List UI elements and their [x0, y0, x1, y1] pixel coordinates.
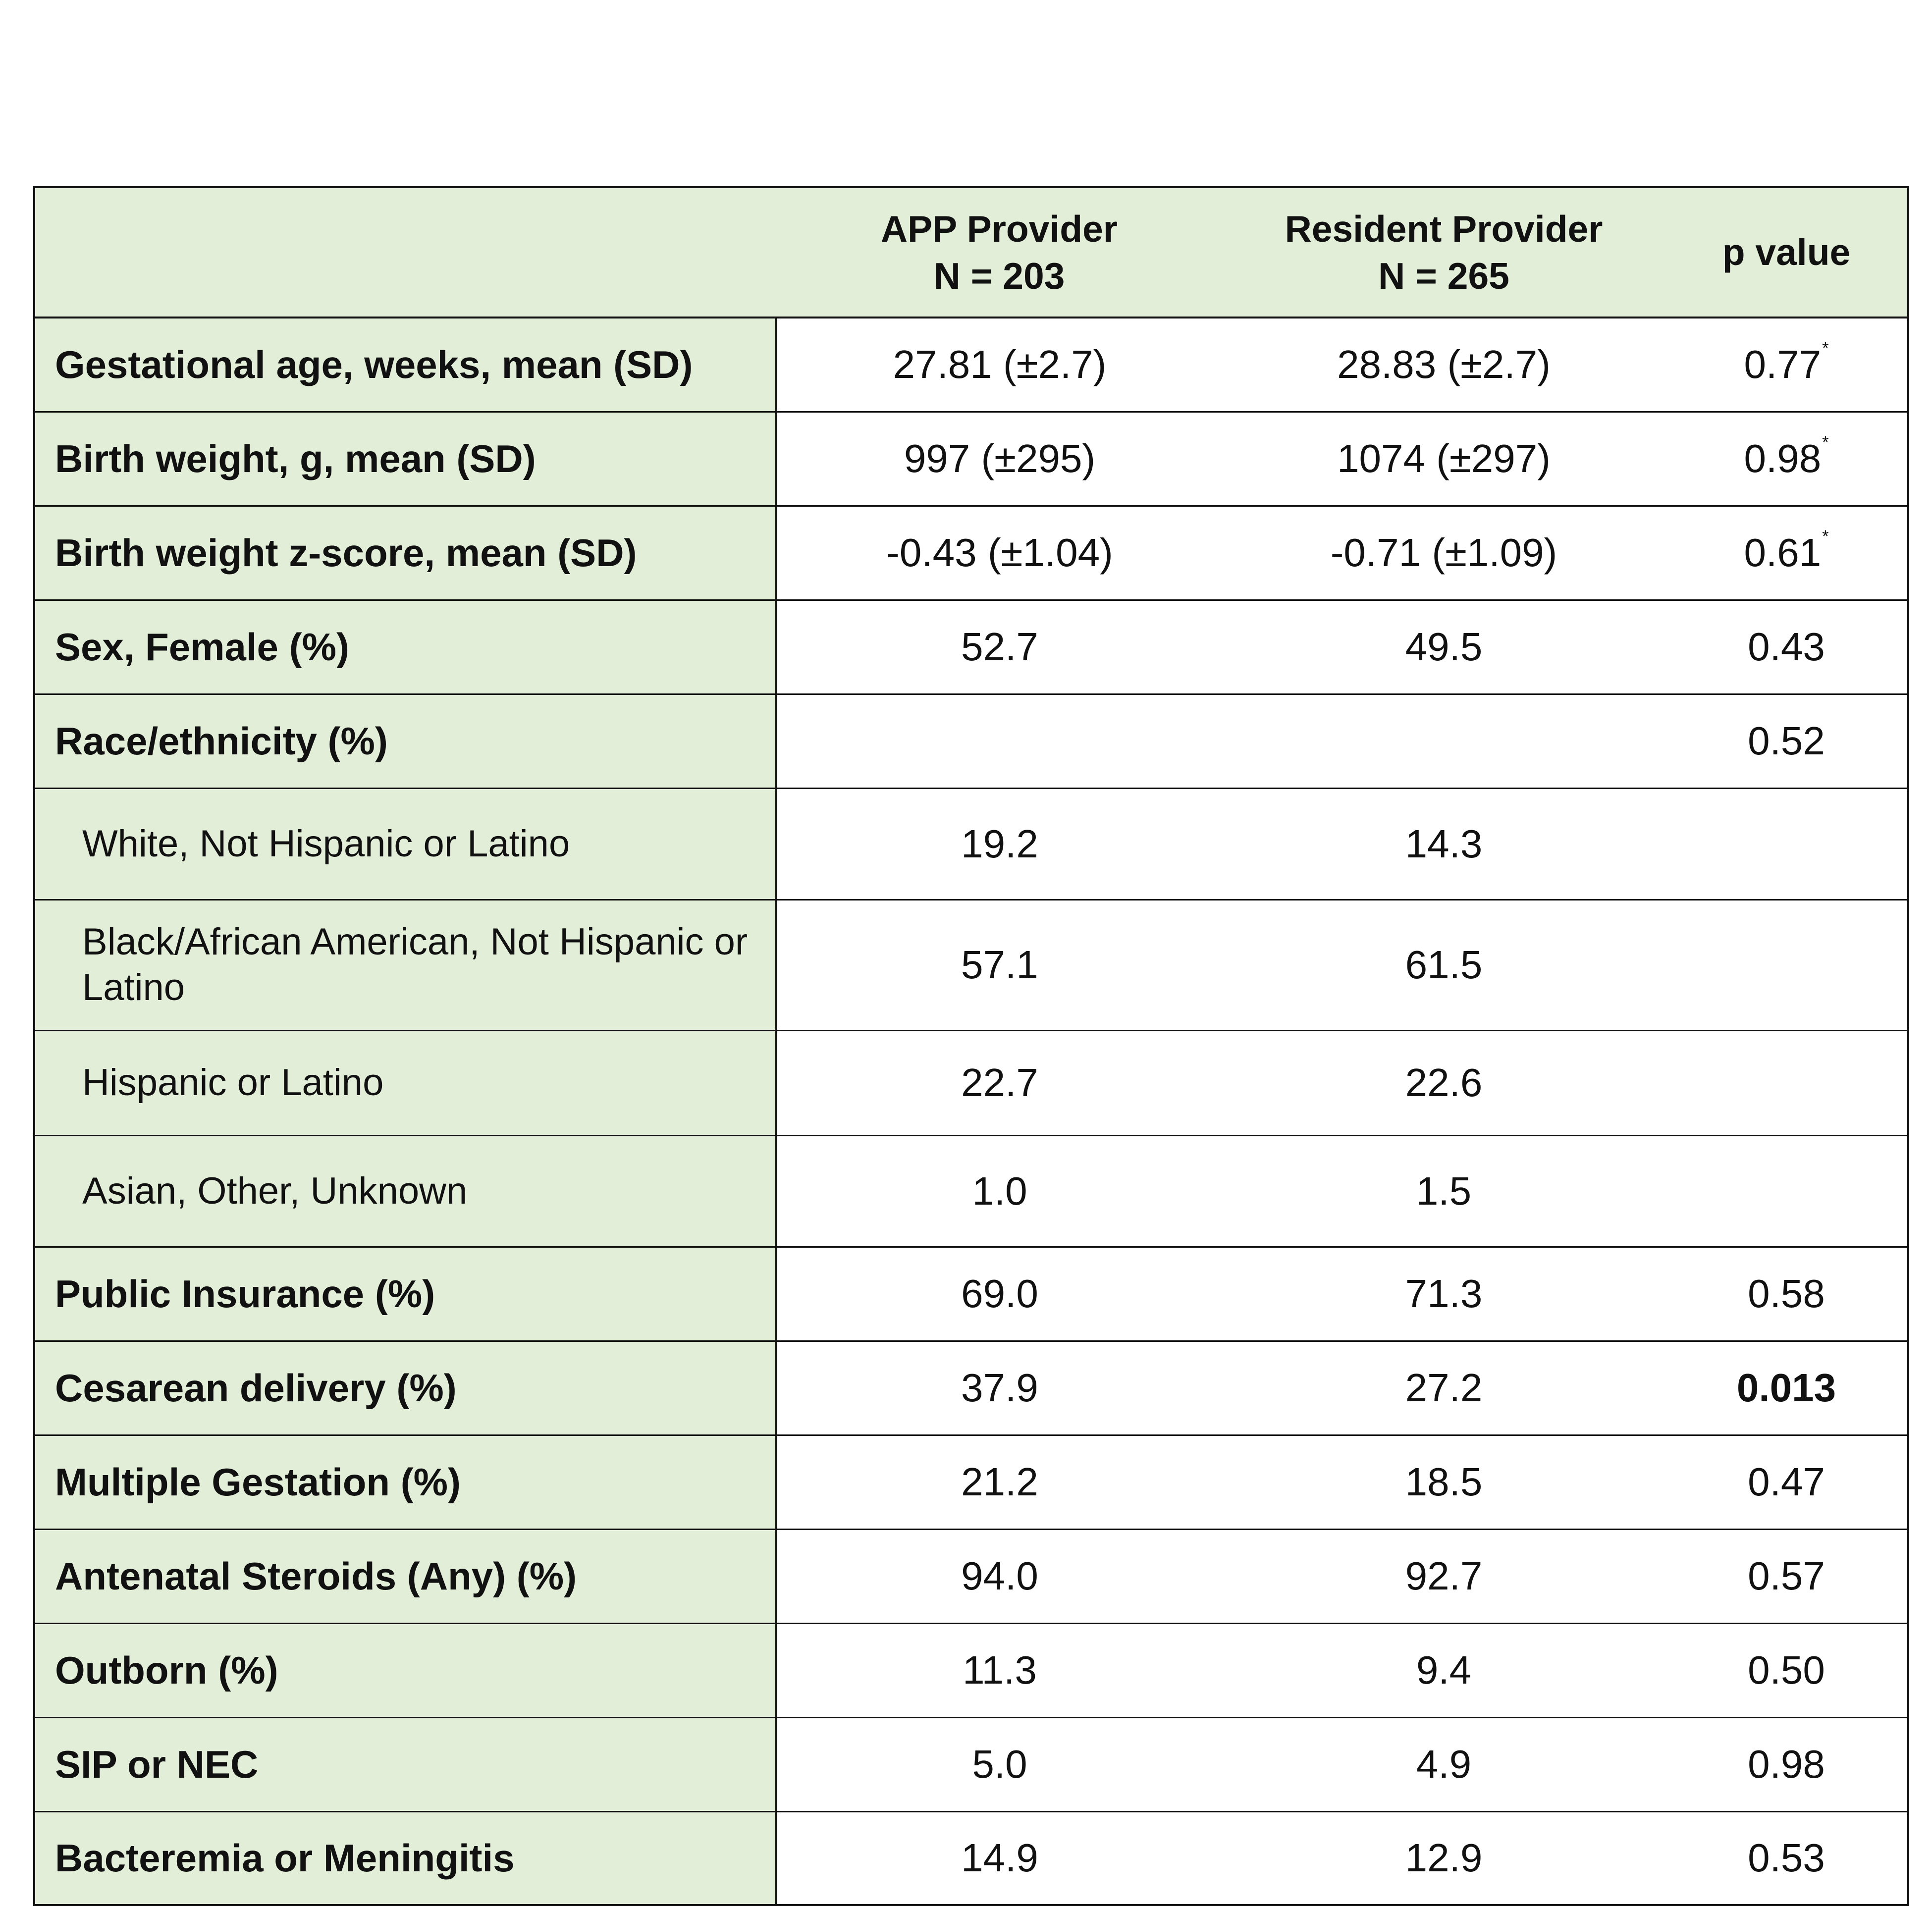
resident-value: -0.71 (±1.09)	[1222, 506, 1665, 600]
p-value: 0.43	[1665, 600, 1908, 694]
app-value: 21.2	[776, 1435, 1222, 1529]
table-row	[34, 788, 1908, 900]
p-value: 0.98	[1665, 1717, 1908, 1811]
row-label: Bacteremia or Meningitis	[34, 1811, 776, 1905]
footnote-marker: *	[1822, 339, 1829, 358]
app-value: 57.1	[776, 900, 1222, 1030]
table-header	[34, 187, 1908, 318]
row-label: Sex, Female (%)	[34, 600, 776, 694]
table-row	[34, 1030, 1908, 1135]
characteristics-table-container	[33, 186, 1907, 1906]
resident-value: 12.9	[1222, 1811, 1665, 1905]
row-label: Birth weight, g, mean (SD)	[34, 412, 776, 506]
table-row	[34, 1247, 1908, 1341]
resident-value: 71.3	[1222, 1247, 1665, 1341]
p-value: 0.52	[1665, 694, 1908, 788]
p-value: 0.50	[1665, 1623, 1908, 1717]
row-label: Multiple Gestation (%)	[34, 1435, 776, 1529]
p-value: 0.98	[1744, 436, 1822, 480]
p-value: 0.53	[1665, 1811, 1908, 1905]
table-row	[34, 1341, 1908, 1435]
resident-value: 4.9	[1222, 1717, 1665, 1811]
p-value: 0.47	[1665, 1435, 1908, 1529]
p-value-cell	[1665, 412, 1908, 506]
app-value: 997 (±295)	[776, 412, 1222, 506]
app-value: 1.0	[776, 1135, 1222, 1247]
resident-value: 18.5	[1222, 1435, 1665, 1529]
header-p-value-label: p value	[1722, 231, 1851, 273]
header-app-count: N = 203	[933, 255, 1065, 297]
resident-value: 9.4	[1222, 1623, 1665, 1717]
app-value: 14.9	[776, 1811, 1222, 1905]
app-value: 52.7	[776, 600, 1222, 694]
row-sublabel: White, Not Hispanic or Latino	[34, 788, 776, 900]
app-value: 37.9	[776, 1341, 1222, 1435]
row-label: SIP or NEC	[34, 1717, 776, 1811]
table-body	[34, 318, 1908, 1905]
table-row	[34, 1717, 1908, 1811]
resident-value: 61.5	[1222, 900, 1665, 1030]
app-value: 69.0	[776, 1247, 1222, 1341]
header-resident-title: Resident Provider	[1285, 208, 1603, 250]
table-row	[34, 412, 1908, 506]
resident-value: 27.2	[1222, 1341, 1665, 1435]
p-value: 0.77	[1744, 342, 1822, 387]
p-value-significant: 0.013	[1665, 1341, 1908, 1435]
p-value	[1665, 1135, 1908, 1247]
p-value-cell	[1665, 318, 1908, 412]
app-value	[776, 694, 1222, 788]
header-row	[34, 187, 1908, 318]
app-value: 19.2	[776, 788, 1222, 900]
header-app-title: APP Provider	[881, 208, 1118, 250]
p-value: 0.58	[1665, 1247, 1908, 1341]
table-row	[34, 694, 1908, 788]
row-label: Cesarean delivery (%)	[34, 1341, 776, 1435]
p-value: 0.57	[1665, 1529, 1908, 1623]
header-app-provider	[776, 187, 1222, 318]
app-value: 11.3	[776, 1623, 1222, 1717]
resident-value: 1.5	[1222, 1135, 1665, 1247]
characteristics-table	[33, 186, 1909, 1906]
resident-value: 49.5	[1222, 600, 1665, 694]
header-p-value	[1665, 187, 1908, 318]
header-empty-cell	[34, 187, 776, 318]
p-value	[1665, 788, 1908, 900]
table-row	[34, 1811, 1908, 1905]
table-row	[34, 506, 1908, 600]
footnote-marker: *	[1822, 433, 1829, 452]
app-value: 27.81 (±2.7)	[776, 318, 1222, 412]
table-row	[34, 600, 1908, 694]
row-label: Antenatal Steroids (Any) (%)	[34, 1529, 776, 1623]
table-row	[34, 1135, 1908, 1247]
table-row	[34, 1529, 1908, 1623]
row-label: Birth weight z-score, mean (SD)	[34, 506, 776, 600]
table-row	[34, 1435, 1908, 1529]
table-row	[34, 1623, 1908, 1717]
row-label: Outborn (%)	[34, 1623, 776, 1717]
row-label: Race/ethnicity (%)	[34, 694, 776, 788]
row-sublabel: Asian, Other, Unknown	[34, 1135, 776, 1247]
resident-value: 1074 (±297)	[1222, 412, 1665, 506]
row-sublabel: Black/African American, Not Hispanic or Latino	[34, 900, 776, 1030]
table-row	[34, 318, 1908, 412]
footnote-marker: *	[1822, 527, 1829, 546]
table-row	[34, 900, 1908, 1030]
header-resident-count: N = 265	[1378, 255, 1509, 297]
p-value-cell	[1665, 506, 1908, 600]
p-value: 0.61	[1744, 530, 1822, 575]
row-label: Public Insurance (%)	[34, 1247, 776, 1341]
resident-value: 22.6	[1222, 1030, 1665, 1135]
p-value	[1665, 1030, 1908, 1135]
app-value: -0.43 (±1.04)	[776, 506, 1222, 600]
resident-value: 14.3	[1222, 788, 1665, 900]
resident-value: 28.83 (±2.7)	[1222, 318, 1665, 412]
app-value: 94.0	[776, 1529, 1222, 1623]
row-sublabel: Hispanic or Latino	[34, 1030, 776, 1135]
app-value: 22.7	[776, 1030, 1222, 1135]
row-label: Gestational age, weeks, mean (SD)	[34, 318, 776, 412]
header-resident-provider	[1222, 187, 1665, 318]
resident-value	[1222, 694, 1665, 788]
app-value: 5.0	[776, 1717, 1222, 1811]
resident-value: 92.7	[1222, 1529, 1665, 1623]
p-value	[1665, 900, 1908, 1030]
